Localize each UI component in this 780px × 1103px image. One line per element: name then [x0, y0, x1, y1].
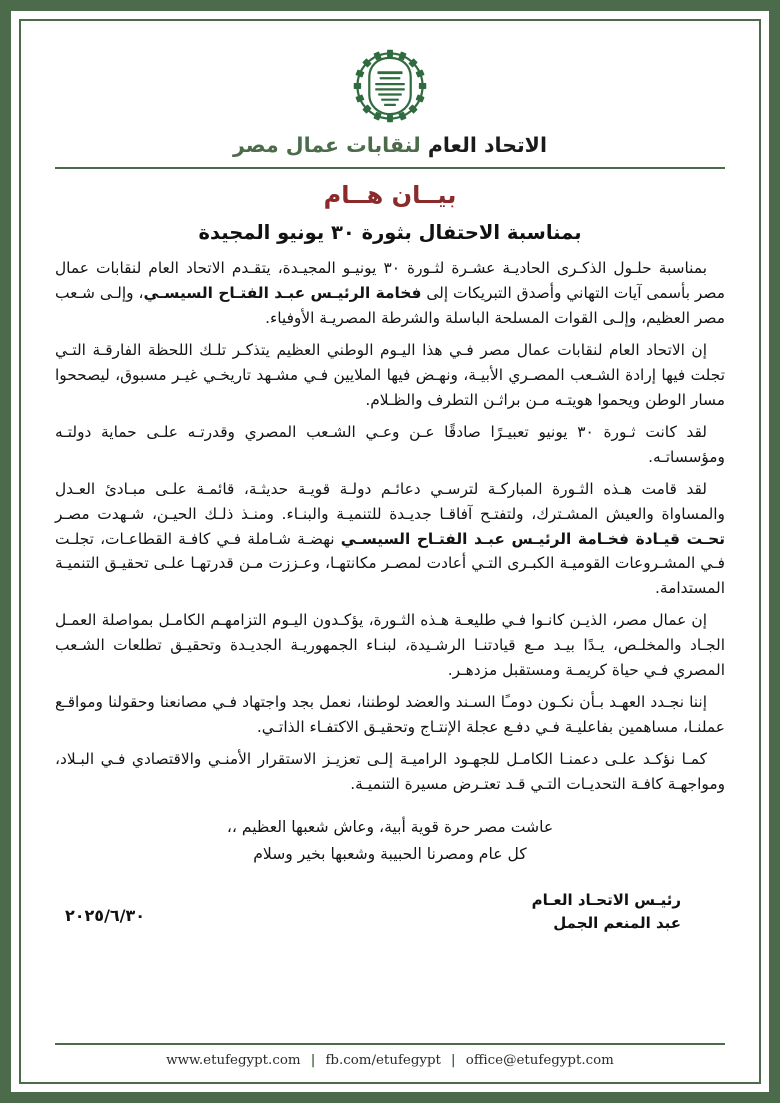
closing-lines [55, 814, 725, 867]
page-subtitle: بمناسبة الاحتفال بثورة ٣٠ يونيو المجيدة [198, 221, 582, 244]
footer-separator-1: | [310, 1052, 316, 1068]
footer-website[interactable]: www.etufegypt.com [166, 1052, 301, 1068]
organization-title-prefix: الاتحاد العام [427, 133, 547, 157]
page-title: بيــان هــام [323, 181, 457, 209]
body-paragraph: إننا نجـدد العهـد بـأن نكـون دومـًا السـند والعضد لوطننا، نعمل بجد واجتهاد فـي مصانعنا وحقولنا ومواقـع عملنـا، مساهمين بفاعليـة فـي دفـع عجلة الإنتـاج وتحقيـق الاكتفـاء الذاتـي. [55, 693, 725, 737]
footer-facebook[interactable]: fb.com/etufegypt [325, 1052, 441, 1068]
footer-email[interactable]: office@etufegypt.com [465, 1052, 614, 1068]
signature-title: رئيـس الاتحـاد العـام [531, 891, 681, 910]
signature-name: عبد المنعم الجمل [553, 913, 681, 932]
body-paragraph: إن الاتحاد العام لنقابات عمال مصر فـي هذا اليـوم الوطني العظيم يتذكـر تلـك اللحظة الفارقـة التـي تجلت فيها إرادة الشـعب المصـري الأبيـة، ونهـض فيها الملايين فـي مشـهد تاريخـي غيـر مسبوق، ليصححوا مسار الوطن ويحموا هويتـه مـن براثـن التطرف والظـلام. [55, 340, 725, 409]
header-divider [55, 167, 725, 169]
etuf-emblem-icon [353, 49, 427, 123]
body-paragraph: لقد كانت ثـورة ٣٠ يونيو تعبيـرًا صادقًا عـن وعـي الشـعب المصري وقدرتـه علـى حماية دولتـه ومؤسساتـه. [55, 422, 725, 466]
footer-contacts [55, 1052, 725, 1068]
document-inner-frame [19, 19, 761, 1084]
document-date: ٢٠٢٥/٦/٣٠ [65, 906, 146, 926]
body-paragraph: بمناسبة حلـول الذكـرى الحاديـة عشـرة لثـورة ٣٠ يونيـو المجيـدة، يتقـدم الاتحاد العام لنقابات عمال مصر بأسمى آيات التهاني وأصدق التبريكات إلى فخامة الرئيـس عبـد الفتـاح السيسـي، وإلـى شـعب مصر العظيم، وإلـى القوات المسلحة الباسلة والشرطة المصريـة الأوفياء. [55, 259, 725, 327]
closing-line: كل عام ومصرنا الحبيبة وشعبها بخير وسلام [253, 844, 527, 863]
body-paragraph: كمـا نؤكـد علـى دعمنـا الكامـل للجهـود الراميـة إلـى تعزيـز الاستقرار الأمنـي والاقتصادي فـي البـلاد، ومواجهـة كافـة التحديـات التـي قـد تعتـرض مسيرة التنميـة. [55, 750, 725, 794]
closing-line: عاشت مصر حرة قوية أبية، وعاش شعبها العظيم ،، [226, 818, 554, 837]
body-paragraph: لقد قامت هـذه الثـورة المباركـة لترسـي دعائـم دولـة قويـة حديثـة، قائمـة علـى مبـادئ العـدل والمساواة والعيش المشـترك، ولتفتـح آفاقـا جديـدة للتنميـة والبنـاء. ومنـذ ذلـك الحيـن، شـهدت مصـر تحـت قيـادة فخـامة الرئيـس عبـد الفتـاح السيسـي نهضـة شـاملة فـي كافـة القطاعـات، تجلـت فـي المشـروعات القوميـة الكبـرى التـي أعادت لمصـر مكانتهـا، وعـززت مـن قدرتهـا علـى تحقيـق التنميـة المستدامة. [55, 479, 725, 598]
footer-separator-2: | [450, 1052, 456, 1068]
organization-title [55, 133, 725, 157]
body-paragraph: إن عمال مصر، الذيـن كانـوا فـي طليعـة هـذه الثـورة، يؤكـدون اليـوم التزامهـم الكامـل بمواصلة العمـل الجـاد والمخلـص، يـدًا بيـد مـع قيادتنـا الرشـيدة، لبنـاء الجمهوريـة الجديـدة وتحقيـق تطلعات الشـعب المصري فـي حياة كريمـة ومستقبل مزدهـر. [55, 611, 725, 680]
footer-divider [55, 1043, 725, 1045]
logo-container [55, 49, 725, 123]
footer-container [55, 1043, 725, 1072]
body-paragraphs [55, 256, 725, 804]
organization-title-suffix: لنقابات عمال مصر [233, 133, 421, 157]
